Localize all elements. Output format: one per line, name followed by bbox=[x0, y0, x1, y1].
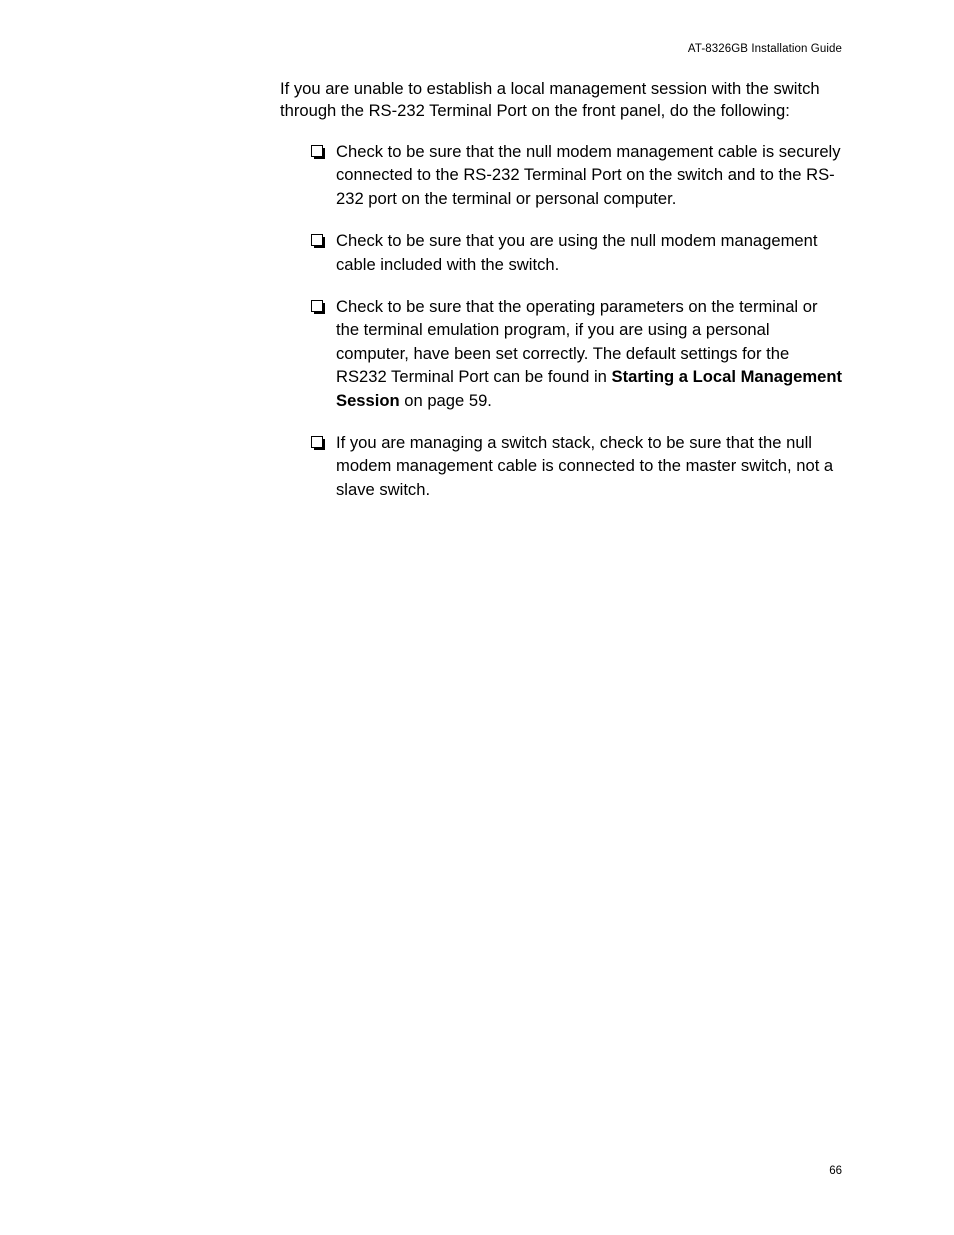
checklist-item-text: Check to be sure that you are using the null modem management cable included with the switch. bbox=[336, 231, 818, 274]
checklist-item bbox=[280, 229, 842, 276]
intro-paragraph: If you are unable to establish a local management session with the switch through the RS-232 Terminal Port on the front panel, do the following: bbox=[280, 79, 820, 120]
checklist-item-text: If you are managing a switch stack, check to be sure that the null modem management cable is connected to the master switch, not a slave switch. bbox=[336, 433, 834, 499]
troubleshooting-checklist bbox=[280, 140, 842, 501]
checklist-item-text: Check to be sure that the null modem management cable is securely connected to the RS-232 Terminal Port on the switch and to the RS-232 port on the terminal or personal computer. bbox=[336, 142, 841, 208]
checklist-item-text: Check to be sure that the operating parameters on the terminal or the terminal emulation program, if you are using a personal computer, have been set correctly. The default settings for the RS232 Terminal Port can be found in bbox=[336, 297, 818, 387]
checklist-item bbox=[280, 431, 842, 501]
running-header: AT-8326GB Installation Guide bbox=[687, 43, 842, 55]
checklist-item bbox=[280, 140, 842, 210]
checklist-item-text: on page 59. bbox=[399, 390, 492, 410]
checkbox-icon bbox=[311, 234, 323, 246]
checkbox-icon bbox=[311, 145, 323, 157]
checkbox-icon bbox=[311, 300, 323, 312]
page-number: 66 bbox=[829, 1165, 842, 1177]
checkbox-icon bbox=[311, 436, 323, 448]
checklist-item bbox=[280, 295, 842, 412]
page-body bbox=[280, 78, 842, 520]
cross-reference-link[interactable]: Starting a Local Management Session bbox=[336, 367, 843, 410]
